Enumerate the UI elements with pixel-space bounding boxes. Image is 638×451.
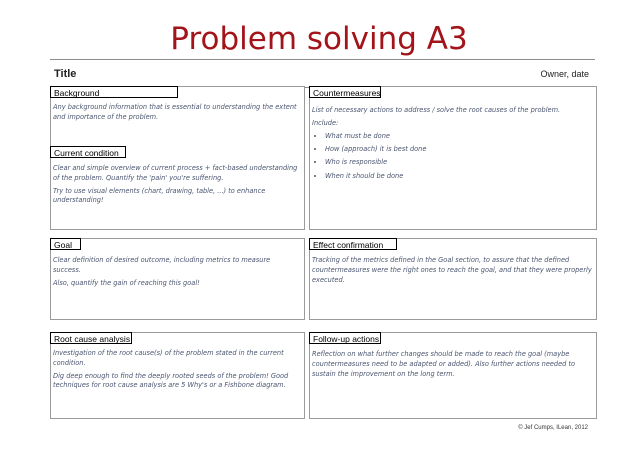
countermeasures-header: Countermeasures [309, 86, 381, 98]
countermeasures-line: List of necessary actions to address / solve the root causes of the problem. [312, 106, 561, 114]
goal-text [53, 256, 299, 291]
goal-line: Also, quantify the gain of reaching this goal! [53, 278, 200, 287]
background-text [53, 103, 299, 126]
list-item: • Who is responsible [325, 158, 592, 168]
follow-up-text [312, 350, 592, 382]
effect-confirmation-line: Tracking of the metrics defined in the Goal section, to assure that the defined countermeasures were the right ones to reach the goal, and that they were properly executed. [312, 256, 592, 284]
effect-confirmation-text [312, 256, 592, 288]
title-bar [50, 59, 595, 88]
effect-confirmation-header: Effect confirmation [309, 238, 397, 250]
page-title: Problem solving A3 [170, 21, 468, 57]
follow-up-line: Reflection on what further changes should be made to reach the goal (maybe countermeasures need to be adapted or added). Also further actions needed to sustain the improvement on the long term. [312, 350, 576, 378]
countermeasures-line: Include: [312, 118, 339, 127]
root-cause-line: Dig deep enough to find the deeply rooted seeds of the problem! Good techniques for root cause analysis are 5 Why's or a Fishbone diagram. [53, 371, 289, 390]
countermeasures-text [312, 106, 592, 185]
owner-date-label: Owner, date [540, 69, 589, 79]
list-item: • What must be done [325, 132, 592, 142]
root-cause-text [53, 349, 299, 394]
list-item: • How (approach) it is best done [325, 145, 592, 155]
list-item: • When it should be done [325, 172, 592, 182]
root-cause-header: Root cause analysis [50, 332, 132, 344]
copyright-footer: © Jef Cumps, ILean, 2012 [518, 425, 588, 431]
current-condition-line: Try to use visual elements (chart, drawing, table, ...) to enhance understanding! [53, 186, 266, 205]
background-header: Background [50, 86, 178, 98]
goal-header: Goal [50, 238, 81, 250]
goal-line: Clear definition of desired outcome, including metrics to measure success. [53, 256, 271, 274]
follow-up-header: Follow-up actions [309, 332, 381, 344]
current-condition-text [53, 164, 299, 209]
background-line: Any background information that is essential to understanding the extent and importance of the problem. [53, 103, 297, 121]
title-label: Title [54, 68, 77, 80]
countermeasures-list [312, 132, 592, 182]
root-cause-line: Investigation of the root cause(s) of the problem stated in the current condition. [53, 349, 284, 367]
current-condition-header: Current condition [50, 146, 126, 158]
current-condition-line: Clear and simple overview of current process + fact-based understanding of the problem. Quantify the 'pain' you're suffering. [53, 164, 298, 182]
